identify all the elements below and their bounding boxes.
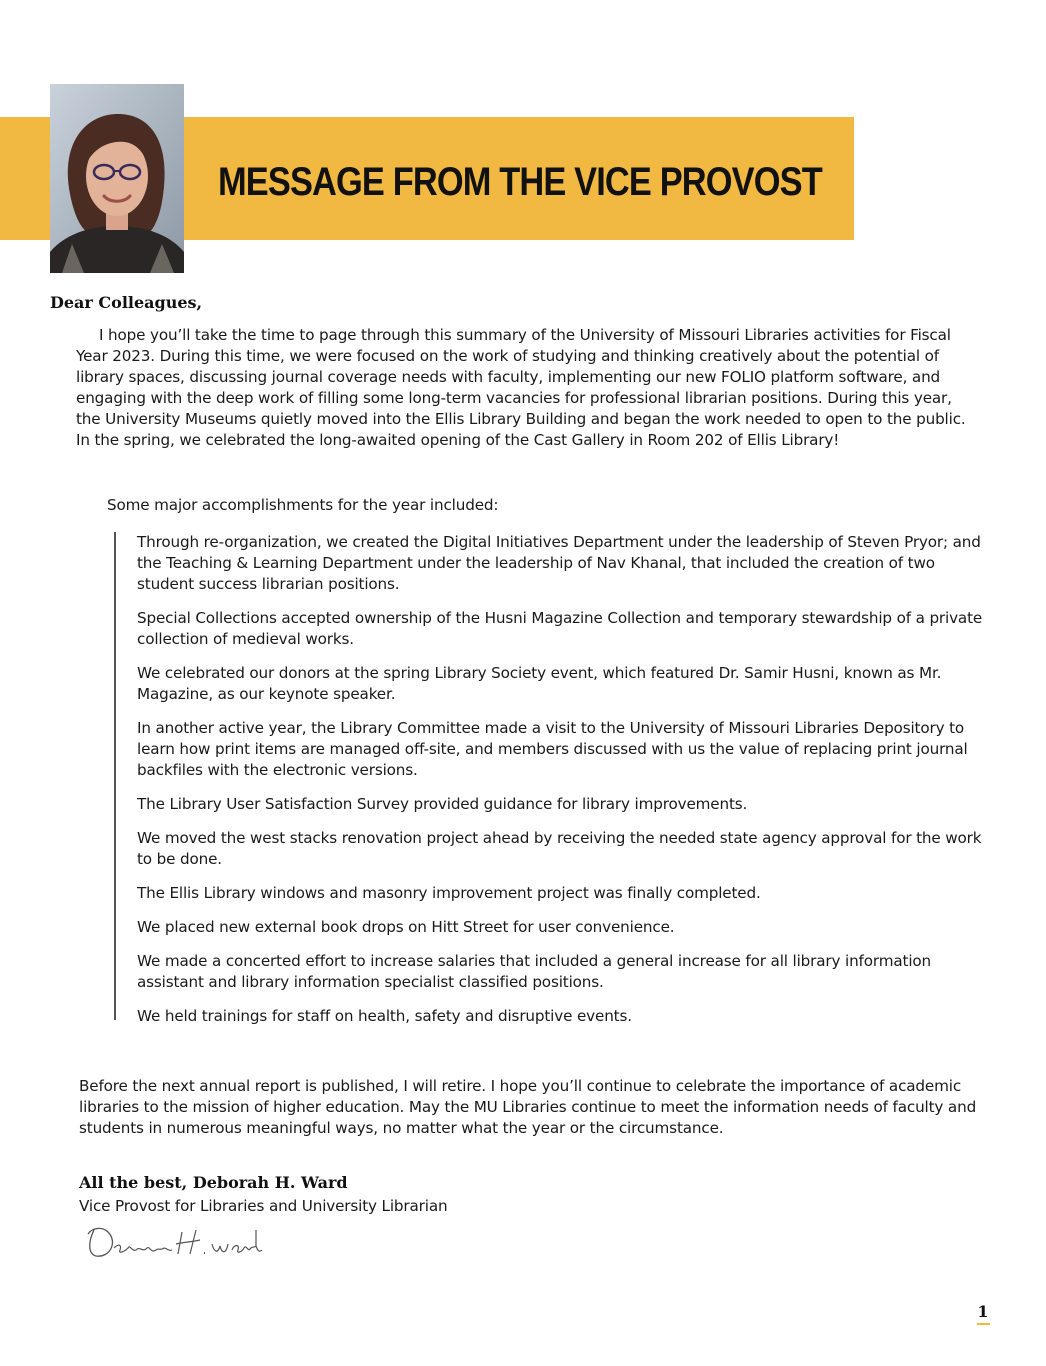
accomplishments-intro: Some major accomplishments for the year included: — [107, 496, 499, 514]
accomplishments-block — [114, 532, 996, 1025]
list-item: We made a concerted effort to increase salaries that included a general increase for all library information assistant and library information specialist classified positions. — [137, 952, 932, 991]
author-portrait — [50, 84, 184, 273]
list-item: We celebrated our donors at the spring Library Society event, which featured Dr. Samir Husni, known as Mr. Magazine, as our keynote speaker. — [137, 664, 942, 703]
salutation: Dear Colleagues, — [50, 293, 203, 312]
list-item: In another active year, the Library Committee made a visit to the University of Missouri Libraries Depository to learn how print items are managed off-site, and members discussed with us the value of replacing print journal backfiles with the electronic versions. — [137, 719, 968, 779]
page-number: 1 — [977, 1302, 989, 1321]
signature-graphic — [84, 1222, 264, 1262]
closing-paragraph: Before the next annual report is published, I will retire. I hope you’ll continue to celebrate the importance of academic libraries to the mission of higher education. May the MU Libraries continue to meet the information needs of faculty and students in numerous meaningful ways, no matter what the year or the circumstance. — [79, 1077, 977, 1137]
portrait-illustration — [50, 84, 184, 273]
signer-title: Vice Provost for Libraries and University Librarian — [79, 1197, 448, 1215]
list-item: We placed new external book drops on Hitt Street for user convenience. — [137, 918, 675, 936]
page-number-underline — [977, 1323, 990, 1325]
handwritten-signature — [84, 1222, 264, 1266]
list-item: We moved the west stacks renovation project ahead by receiving the needed state agency approval for the work to be done. — [137, 829, 982, 868]
list-item: Through re-organization, we created the Digital Initiatives Department under the leadership of Steven Pryor; and the Teaching & Learning Department under the leadership of Nav Khanal, that included the creation of two student success librarian positions. — [137, 533, 981, 593]
signoff: All the best, Deborah H. Ward — [79, 1173, 348, 1192]
list-item: We held trainings for staff on health, safety and disruptive events. — [137, 1007, 632, 1025]
list-item: The Ellis Library windows and masonry improvement project was finally completed. — [137, 884, 761, 902]
accomplishments-list — [116, 532, 996, 1027]
list-item: The Library User Satisfaction Survey provided guidance for library improvements. — [137, 795, 748, 813]
list-item: Special Collections accepted ownership of the Husni Magazine Collection and temporary stewardship of a private collection of medieval works. — [137, 609, 983, 648]
page-title: MESSAGE FROM THE VICE PROVOST — [218, 160, 822, 204]
intro-paragraph: I hope you’ll take the time to page through this summary of the University of Missouri Libraries activities for Fiscal Year 2023. During this time, we were focused on the work of studying and thinking creatively about the potential of library spaces, discussing journal coverage needs with faculty, implementing our new FOLIO platform software, and engaging with the deep work of filling some long-term vacancies for professional librarian positions. During this year, the University Museums quietly moved into the Ellis Library Building and began the work needed to open to the public. In the spring, we celebrated the long-awaited opening of the Cast Gallery in Room 202 of Ellis Library! — [76, 326, 966, 449]
